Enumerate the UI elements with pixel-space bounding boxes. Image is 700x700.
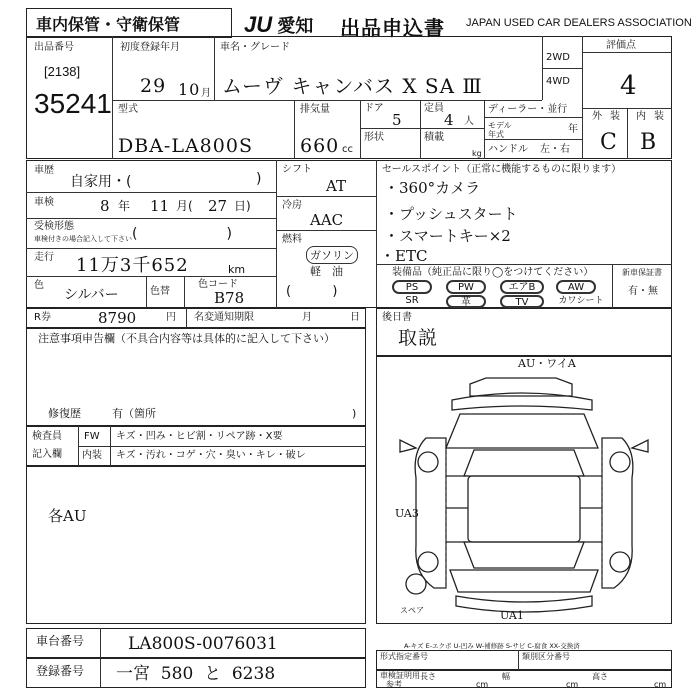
- displacement-unit: cc: [342, 144, 353, 155]
- mark-left: UA3: [395, 507, 419, 520]
- inspector-label2: 記入欄: [32, 449, 62, 460]
- fuel-bracket: ( ): [286, 284, 338, 299]
- ju-logo-mark: JU: [244, 12, 273, 37]
- load-unit: kg: [472, 149, 482, 158]
- equipment-kawa-seat: カワシート: [558, 296, 604, 306]
- evaluation-label: 評価点: [606, 40, 636, 51]
- lot-label: 出品番号: [34, 42, 74, 53]
- inspector-interior-label: 内装: [82, 450, 102, 461]
- eval-interior2-label: 内: [636, 111, 646, 122]
- color-label: 色: [34, 280, 44, 291]
- equipment-leather: 革: [446, 295, 486, 308]
- model-value: DBA-LA800S: [118, 135, 253, 157]
- registration-month: 10: [178, 80, 201, 99]
- color-code-label: 色コード: [198, 279, 238, 290]
- selling-point-3: ・スマートキー×2: [384, 227, 511, 245]
- equipment-tv: TV: [500, 295, 544, 308]
- shape-label: 形状: [364, 132, 384, 143]
- color-code-value: B78: [214, 289, 245, 307]
- repair-close: ): [352, 407, 357, 420]
- ju-logo-region: 愛知: [277, 16, 314, 37]
- later-filing-label: 後日書: [382, 312, 412, 323]
- model-year-label: モデル年式: [488, 121, 512, 139]
- history-value: 自家用・(: [70, 174, 132, 190]
- form-title: 出品申込書: [340, 16, 445, 40]
- lot-number: 35241: [34, 88, 112, 119]
- handle-label: ハンドル: [488, 144, 528, 155]
- repair-label: 修復歴: [48, 407, 81, 420]
- certificate-ref: 参考: [386, 680, 402, 689]
- mileage-label: 走行: [34, 252, 54, 263]
- tax-deadline-label: 名変通知期限: [194, 312, 254, 323]
- warranty-label: 新車保証書: [622, 268, 662, 277]
- capacity-label: 定員: [424, 103, 444, 114]
- inspection-day-unit: 日): [234, 199, 251, 213]
- selling-point-1: ・360°カメラ: [384, 179, 481, 197]
- capacity-unit: 人: [464, 116, 474, 127]
- inspector-interior-items: キズ・汚れ・コゲ・穴・臭い・キレ・破レ: [116, 450, 306, 461]
- equipment-label: 装備品（純正品に限り◯をつけてください）: [392, 267, 594, 278]
- mark-rear: UA1: [500, 609, 524, 622]
- plate-value: 一宮 580 と 6238: [116, 664, 276, 684]
- mark-front: AU・ワイA: [518, 357, 576, 370]
- drive-4wd: 4WD: [546, 76, 570, 87]
- shift-label: シフト: [282, 164, 312, 175]
- equipment-airbag: エアB: [500, 280, 544, 294]
- mark-spare: スペア: [400, 606, 424, 615]
- inspection-label: 車検: [34, 197, 54, 208]
- later-filing-value: 取説: [398, 327, 439, 349]
- doors-label: ドア: [364, 103, 384, 114]
- inspection-year-unit: 年: [118, 199, 131, 213]
- registration-year: 29: [140, 75, 167, 97]
- eval-interior-grade: B: [640, 130, 658, 155]
- eval-exterior-label: 外: [592, 111, 602, 122]
- shift-value: AT: [326, 177, 347, 195]
- certificate-height: 高さ: [592, 672, 608, 681]
- inspection-month-unit: 月(: [176, 199, 193, 213]
- car-name-label: 車名・グレード: [220, 42, 290, 53]
- mileage-value: 11万3千652: [76, 255, 189, 276]
- recycle-value: 8790: [98, 309, 137, 327]
- acceptance-note: 車検付きの場合記入して下さい: [34, 235, 132, 243]
- remarks-frame: [26, 466, 366, 624]
- inspector-fw-label: FW: [84, 431, 100, 442]
- car-body-diagram: [376, 356, 672, 624]
- displacement-value: 660: [300, 135, 340, 157]
- inspection-year: 8: [100, 197, 110, 215]
- class-number-label: 類別区分番号: [522, 652, 570, 661]
- remarks-value: 各AU: [48, 507, 87, 525]
- association-name: JAPAN USED CAR DEALERS ASSOCIATION: [466, 17, 692, 29]
- load-label: 積載: [424, 132, 444, 143]
- certificate-length-unit: cm: [476, 680, 489, 689]
- equipment-aw: AW: [556, 280, 596, 294]
- recycle-unit: 円: [166, 312, 176, 323]
- inspection-month: 11: [150, 197, 170, 215]
- selling-point-4: ・ETC: [380, 247, 428, 265]
- plate-label: 登録番号: [36, 664, 85, 678]
- fuel-diesel: 軽 油: [310, 265, 343, 278]
- certificate-width-unit: cm: [566, 680, 579, 689]
- inspector-label: 検査員: [32, 431, 62, 442]
- car-name-value: ムーヴ キャンバス X SA Ⅲ: [222, 74, 483, 98]
- repair-value: 有（箇所: [112, 407, 156, 420]
- certificate-length: 長さ: [420, 672, 436, 681]
- history-label: 車歴: [34, 165, 54, 176]
- registration-month-unit: 月: [201, 88, 211, 99]
- equipment-ps: PS: [392, 280, 432, 294]
- model-year-unit: 年: [568, 124, 578, 135]
- acceptance-label: 受検形態: [34, 221, 74, 232]
- registration-label: 初度登録年月: [120, 42, 180, 53]
- ac-label: 冷房: [282, 200, 302, 211]
- evaluation-score: 4: [620, 71, 638, 101]
- notes-label: 注意事項申告欄（不具合内容等は具体的に記入して下さい）: [38, 332, 335, 345]
- damage-legend: A-キズ E-エクボ U-凹み W-補修跡 S-サビ C-腐食 XX-交換済: [404, 642, 580, 650]
- certificate-height-unit: cm: [654, 680, 667, 689]
- warranty-value: 有・無: [628, 286, 658, 297]
- selling-point-2: ・プッシュスタート: [384, 205, 518, 223]
- color-value: シルバー: [64, 287, 119, 303]
- ju-logo: [244, 12, 313, 38]
- chassis-label: 車台番号: [36, 634, 85, 648]
- tax-day: 日: [350, 312, 360, 323]
- doors-value: 5: [392, 111, 402, 129]
- inspection-day: 27: [208, 197, 228, 215]
- color-change-label: 色替: [150, 286, 170, 297]
- handle-options: 左・右: [540, 144, 570, 155]
- equipment-sr: SR: [405, 295, 419, 306]
- recycle-label: R券: [34, 312, 51, 323]
- format-number-label: 形式指定番号: [380, 652, 428, 661]
- model-label: 型式: [118, 104, 138, 115]
- mileage-unit: km: [228, 263, 246, 276]
- acceptance-bracket: ( ): [132, 226, 232, 242]
- capacity-value: 4: [444, 111, 454, 129]
- fuel-label: 燃料: [282, 234, 302, 245]
- storage-label: 車内保管・守衛保管: [36, 15, 181, 34]
- eval-interior3-label: 装: [654, 111, 664, 122]
- certificate-label: 車検証明用: [380, 671, 420, 680]
- selling-points-label: セールスポイント（正常に機能するものに限ります）: [382, 164, 622, 175]
- lot-sub-number: [2138]: [44, 64, 81, 79]
- eval-interior-label: 装: [610, 111, 620, 122]
- inspector-fw-items: キズ・凹み・ヒビ割・リペア跡・X要: [116, 431, 283, 442]
- eval-exterior-grade: C: [600, 130, 618, 155]
- fuel-value: ガソリン: [306, 246, 358, 264]
- dealer-import-label: ディーラー・並行: [488, 104, 568, 115]
- drive-2wd: 2WD: [546, 52, 570, 63]
- certificate-width: 幅: [502, 672, 510, 681]
- chassis-value: LA800S-0076031: [128, 634, 278, 654]
- tax-month: 月: [302, 312, 312, 323]
- ac-value: AAC: [310, 211, 344, 229]
- history-close: ): [256, 171, 262, 187]
- equipment-pw: PW: [446, 280, 486, 294]
- displacement-label: 排気量: [300, 104, 330, 115]
